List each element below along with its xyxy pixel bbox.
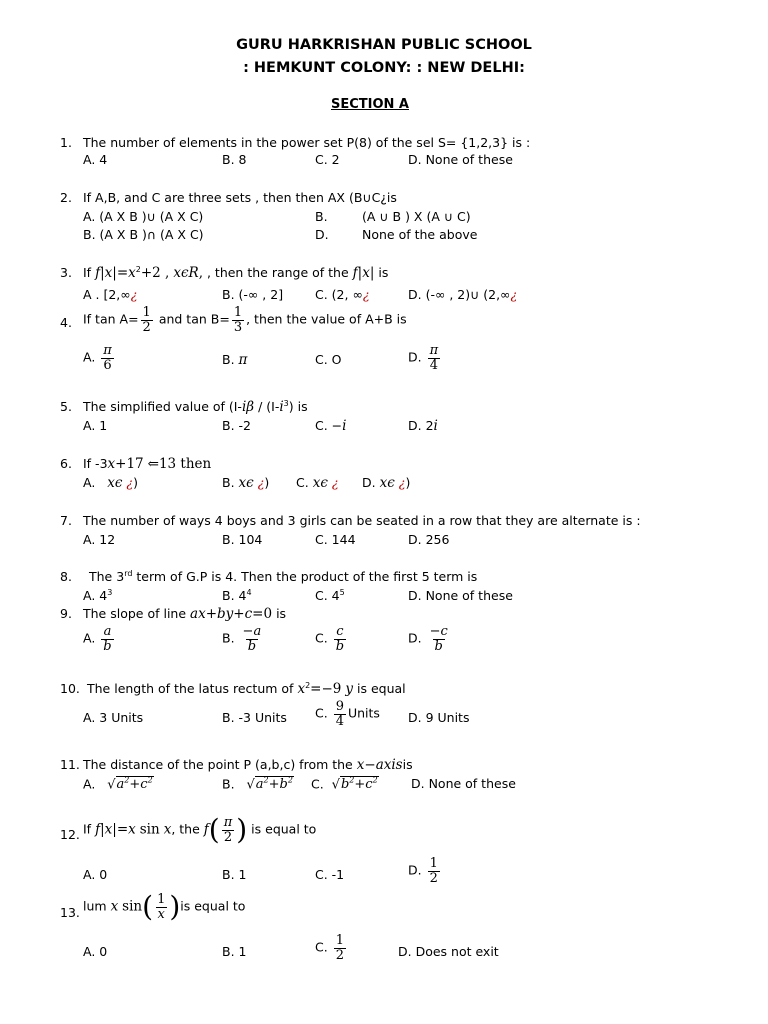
question-number: 12. [60,827,80,842]
option-b: B. 1 [222,867,247,882]
question-number: 7. [60,513,72,528]
option-d: D. (-∞ , 2)∪ (2,∞¿ [408,287,518,302]
question-number: 5. [60,399,72,414]
option-b: B. xє ¿) [222,475,270,491]
option-c: C. O [315,352,342,367]
option-c: C. -1 [315,867,345,882]
option-b: B. -2 [222,418,251,433]
question-text: The number of elements in the power set P(8) of the sel S= {1,2,3} is : [83,135,531,150]
question-number: 6. [60,456,72,471]
option-d: D. $\frac{1}{2}$ [408,856,438,886]
option-a: A . [2,∞¿ [83,287,138,302]
question-number: 10. [60,681,80,696]
option-c: C. $\frac{c}{b}$ [315,624,345,654]
option-a: A. 0 [83,867,108,882]
school-address: : HEMKUNT COLONY: : NEW DELHI: [243,60,525,76]
option-a: A. 0 [83,944,108,959]
option-d: D. None of these [411,776,516,791]
option-b: B. 104 [222,532,263,547]
option-b-label: B. [315,209,328,224]
question-number: 4. [60,315,72,330]
option-c: C. $4^5$ [315,588,345,604]
option-c: C. (2, ∞¿ [315,287,370,302]
option-b: B. 1 [222,944,247,959]
text-part: , then the range of the [206,265,349,281]
question-number: 2. [60,190,72,205]
question-number: 11. [60,757,80,772]
option-c: C. $√b^2+c^2$ [311,776,378,793]
option-c: C. 144 [315,532,356,547]
option-b: B. (-∞ , 2] [222,287,284,302]
option-d: D. xє ¿) [362,475,411,491]
option-b: B. $\frac{-a}{b}$ [222,624,262,654]
option-b: B. $4^4$ [222,588,252,604]
option-d: D. $\frac{\pi}{4}$ [408,343,439,373]
option-b: B. π [222,352,248,368]
option-a: A. $√a^2+c^2$ [83,776,153,793]
option-a: A. $\frac{\pi}{6}$ [83,343,112,373]
question-text: If tan A= $\frac{1}{2}$ and tan B= $\frac{1}{3}$ , then the value of A+B is [83,305,407,335]
question-text: The 3rd term of G.P is 4. Then the product of the first 5 term is [89,569,478,585]
option-c: C. −i [315,418,347,434]
question-text: The distance of the point P (a,b,c) from the x−axisis [83,757,413,773]
question-text: The slope of line ax+by+c=0 is [83,606,287,622]
option-c: C. xє ¿ [296,475,339,491]
question-text: The number of ways 4 boys and 3 girls can be seated in a row that they are alternate is : [83,513,641,528]
option-d: D. $\frac{-c}{b}$ [408,624,448,654]
question-text: If -3x+17 ⇐13 then [83,456,212,472]
section-title: SECTION A [330,97,409,112]
question-text: lum x sin( $\frac{1}{x}$ )is equal to [83,890,246,924]
question-number: 1. [60,135,72,150]
option-a: A. $4^3$ [83,588,113,604]
question-number: 9. [60,606,72,621]
option-a: A. 3 Units [83,710,144,725]
option-d: None of the above [362,227,478,242]
question-text: If f|x|=x sin x, the f( $\frac{\pi}{2}$ ) is equal to [83,813,317,847]
option-d: D. None of these [408,152,513,167]
text-part: If [83,265,92,281]
option-d: D. 9 Units [408,710,470,725]
option-a: A. $\frac{a}{b}$ [83,624,112,654]
option-a: A. 4 [83,152,108,167]
question-text: If A,B, and C are three sets , then then AX (B∪C¿is [83,190,397,205]
option-d: D. None of these [408,588,513,603]
question-text: The length of the latus rectum of $x^2=-9$ y is equal [87,681,406,698]
option-d: D. 256 [408,532,450,547]
option-a: A. (A X B )∪ (A X C) [83,209,204,224]
option-b: B. $√a^2+b^2$ [222,776,293,793]
option-a: A. 1 [83,418,108,433]
option-b: B. 8 [222,152,247,167]
option-c: C. 2 [315,152,340,167]
option-a: A. xє ¿) [83,475,138,491]
option-a: A. 12 [83,532,116,547]
question-number: 3. [60,265,72,280]
question-number: 13. [60,905,80,920]
option-d-label: D. [315,227,329,242]
question-text: The simplified value of ($I-i\beta / (I-i^3)$ is [83,399,308,416]
option-c: C. $\frac{1}{2}$ [315,933,344,963]
option-c: B. (A X B )∩ (A X C) [83,227,204,242]
question-text: If $f|x|=x^2+2$ , xєR, , then the range of the f|x| is [83,265,389,282]
option-c: C. $\frac{9}{4}$ Units [315,699,380,729]
option-d: D. Does not exit [398,944,499,959]
option-b: B. -3 Units [222,710,287,725]
question-number: 8. [60,569,72,584]
option-d: D. 2i [408,418,438,434]
text-part: is [378,265,389,281]
option-b: (A ∪ B ) X (A ∪ C) [362,209,471,224]
school-name: GURU HARKRISHAN PUBLIC SCHOOL [236,37,532,53]
